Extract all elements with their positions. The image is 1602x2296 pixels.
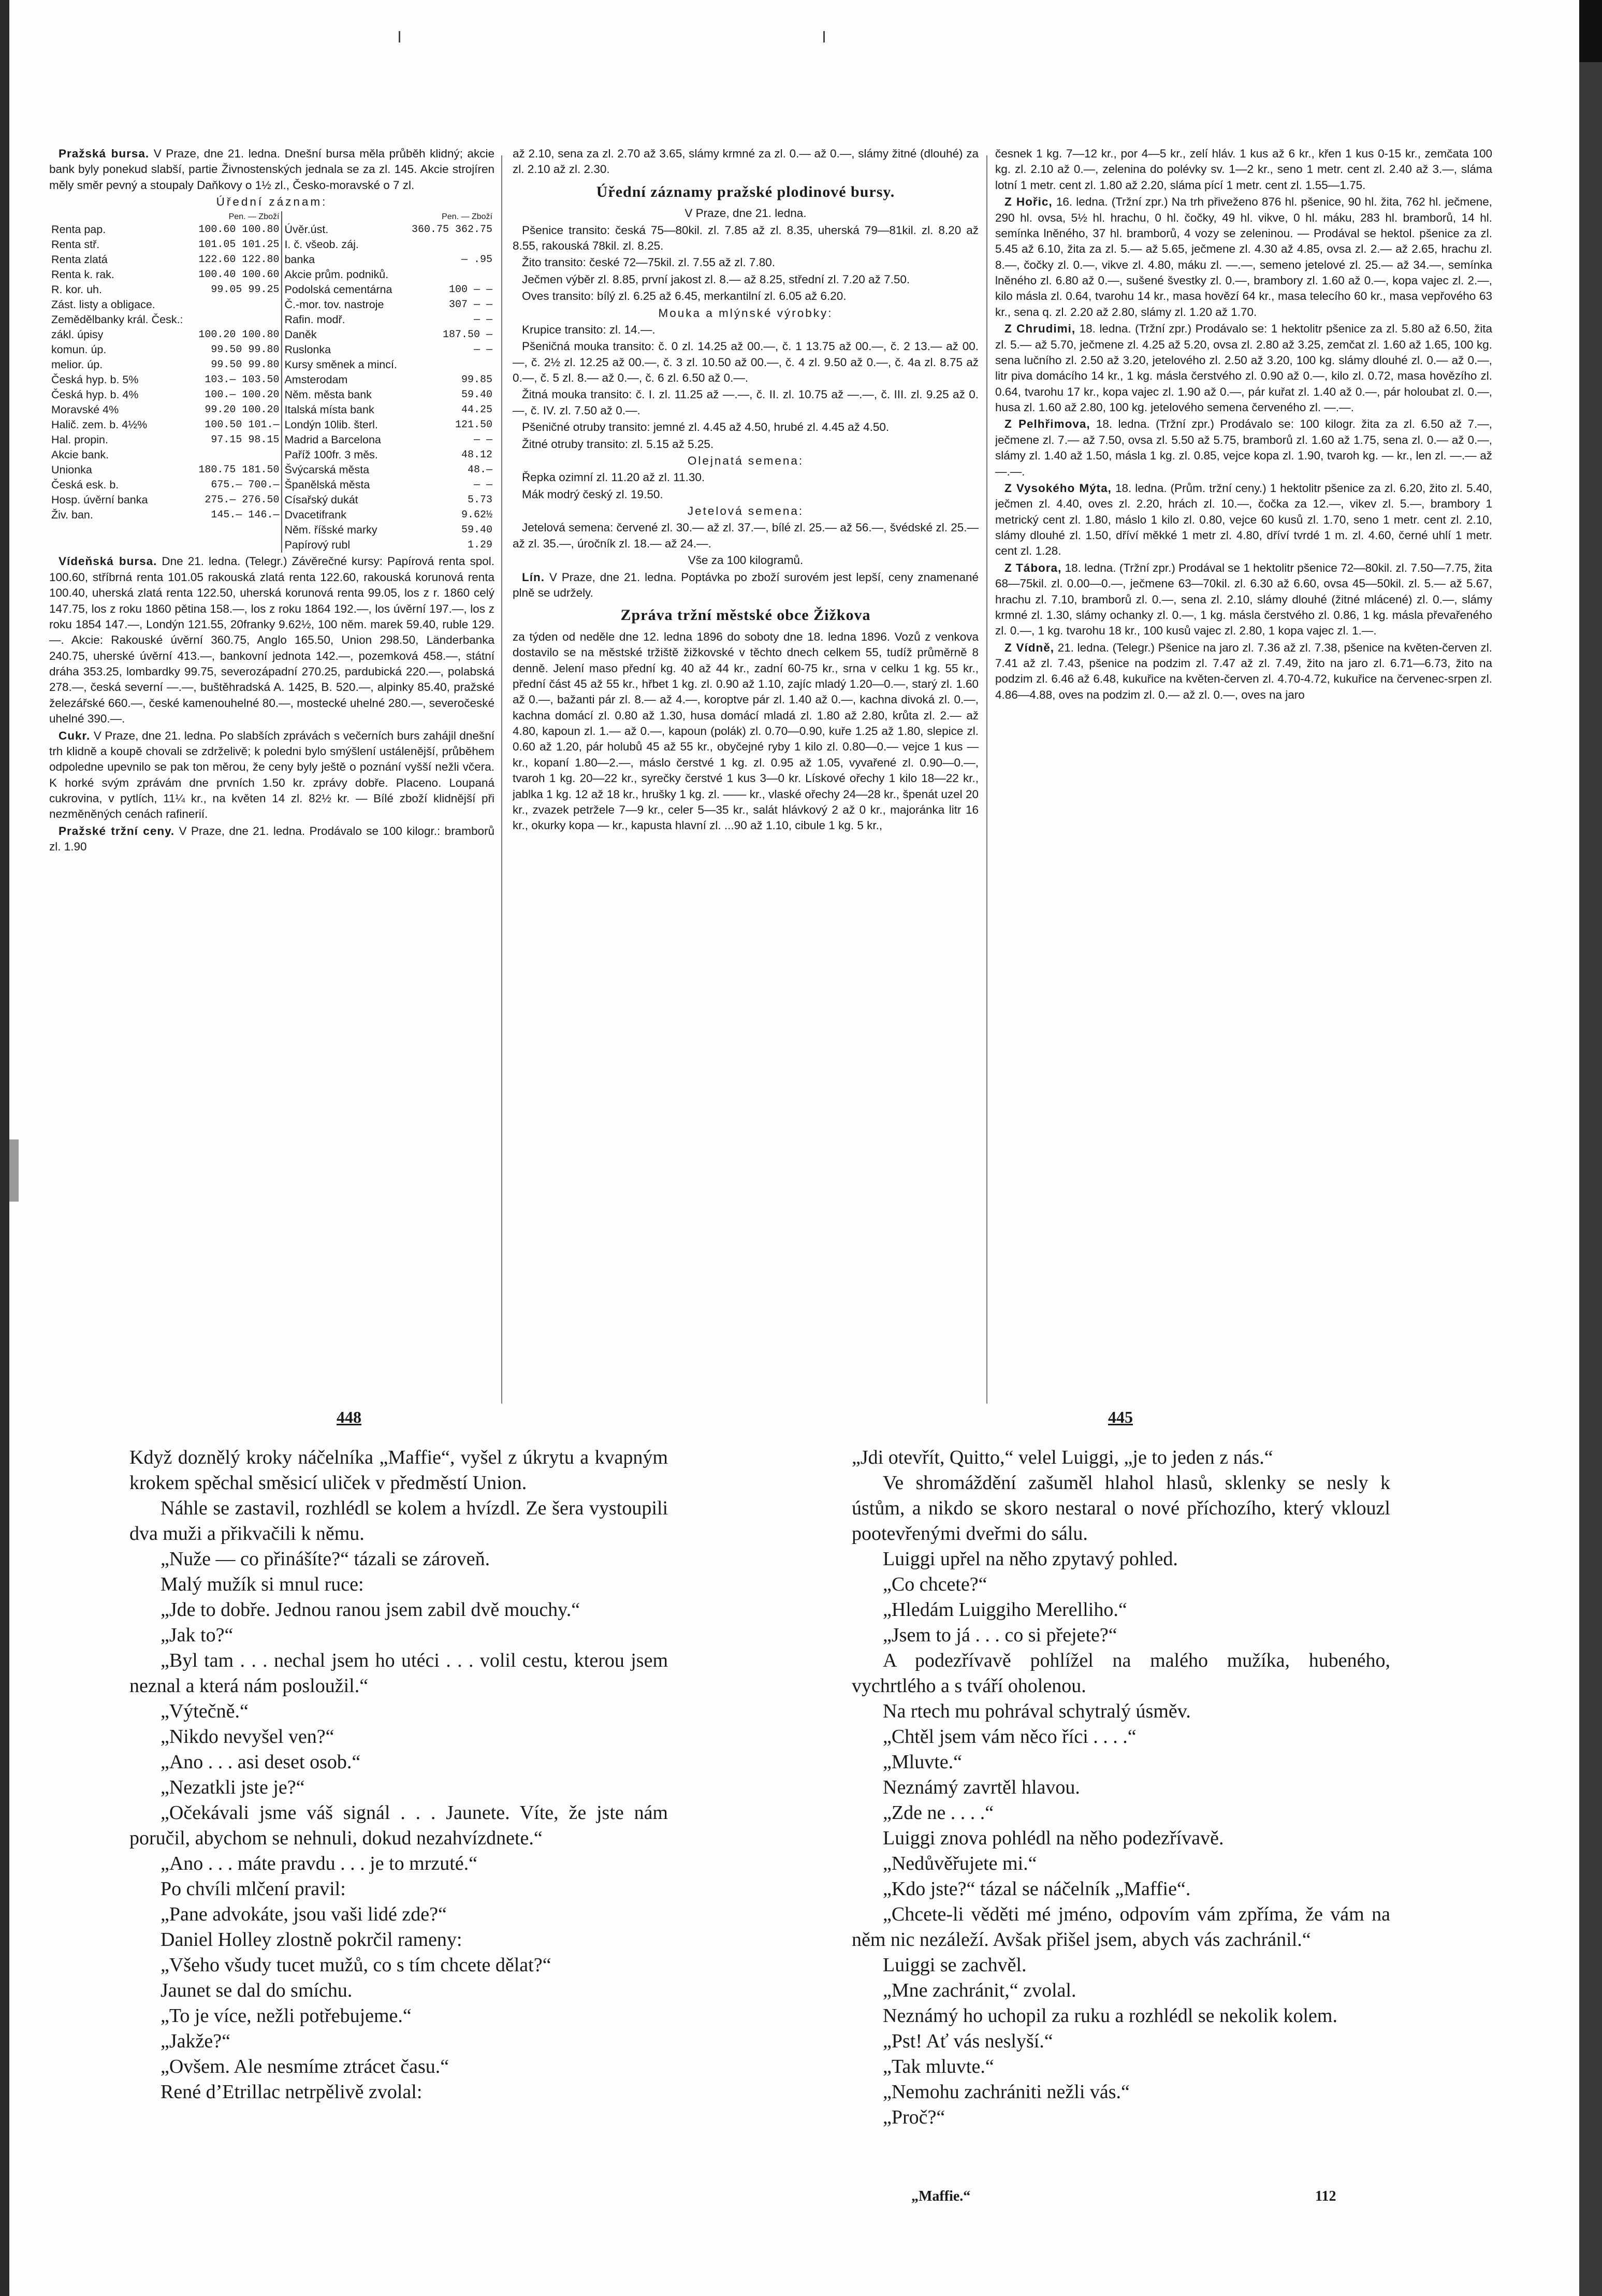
table-row [49, 267, 494, 282]
table-cell: 99.05 99.25 [211, 284, 280, 296]
paragraph: Pšenice transito: česká 75—80kil. zl. 7.85 až zl. 8.35, uherská 79—81kil. zl. 8.20 až 8.55, rakouská 78kil. zl. 8.25. [513, 223, 979, 252]
book-paragraph: „Jsem to já . . . co si přejete?“ [883, 1624, 1117, 1647]
table-cell: Španělská města [282, 478, 405, 493]
table-cell: 99.85 [461, 374, 492, 386]
table-cell [49, 538, 192, 553]
table-cell: Paříž 100fr. 3 měs. [282, 447, 405, 463]
table-row [49, 538, 494, 553]
table-row [49, 372, 494, 387]
table-cell: Madrid a Barcelona [282, 432, 405, 447]
table-cell: 48.— [467, 464, 492, 476]
book-paragraph: „Hledám Luiggiho Merelliho.“ [883, 1599, 1127, 1621]
table-cell: Renta k. rak. [51, 268, 114, 281]
book-paragraph: „Všeho všudy tucet mužů, co s tím chcete dělat?“ [161, 1954, 551, 1976]
table-cell: Úvěr.úst. [282, 222, 405, 237]
paragraph: Pšeničné otruby transito: jemné zl. 4.45 až 4.50, hrubé zl. 4.45 až 4.50. [522, 421, 890, 434]
book-paragraph: „To je více, nežli potřebujeme.“ [161, 2005, 412, 2027]
table-cell: 99.20 100.20 [205, 404, 280, 416]
table-cell: 145.— 146.— [211, 509, 280, 522]
book-paragraph: „Kdo jste?“ tázal se náčelník „Maffie“. [883, 1878, 1191, 1900]
table-cell [192, 538, 282, 553]
paragraph: Jetelová semena: červené zl. 30.— až zl. 37.—, bílé zl. 25.— až 56.—, švédské zl. 25.— až zl. 35.—, úročník zl. 18.— až 24.—. [513, 521, 979, 550]
section-heading: Pražská bursa. [59, 147, 150, 160]
table-cell: 307 — — [448, 299, 492, 311]
paragraph: Žitná mouka transito: č. I. zl. 11.25 až —.—, č. II. zl. 10.75 až —.—, č. III. zl. 9.25 až 0.—, č. IV. zl. 7.50 až 0.—. [513, 388, 979, 417]
book-paragraph: Po chvíli mlčení pravil: [161, 1878, 346, 1900]
paragraph: Pšeničná mouka transito: č. 0 zl. 14.25 až 00.—, č. 1 13.75 až 00.—, č. 2 13.— až 00.—, č. 2½ zl. 12.25 až 00.—, č. 3 zl. 10.50 až 00.—, č. 4 zl. 9.50 až 0.—, č. 4a zl. 8.75 až 0.—, č. 5 zl. 8.— až 0.—, č. 6 zl. 6.50 až 0.—. [513, 340, 979, 384]
table-cell: 360.75 362.75 [411, 224, 492, 236]
page-number-left: 448 [337, 1408, 361, 1426]
table-cell: Ruslonka [282, 342, 405, 357]
book-paragraph: „Mne zachránit,“ zvolal. [883, 1980, 1076, 2002]
paragraph: V Praze, dne 21. ledna. Prodávalo se 100 kilogr.: bramborů zl. 1.90 [49, 824, 494, 854]
table-cell: 99.50 99.80 [211, 359, 280, 371]
table-cell: Daněk [282, 327, 405, 342]
book-paragraph: „Zde ne . . . .“ [883, 1802, 994, 1824]
scan-smudge [9, 1139, 19, 1202]
table-cell [192, 297, 282, 312]
table-cell: Moravské 4% [51, 403, 119, 416]
book-page-left [129, 1445, 668, 2105]
paragraph: Vše za 100 kilogramů. [688, 554, 804, 567]
book-paragraph: „Nuže — co přinášíte?“ tázali se zároveň. [161, 1548, 490, 1570]
table-cell: 1.29 [467, 539, 492, 552]
table-row [49, 312, 494, 327]
section-heading: Z Hořic, [1004, 195, 1053, 209]
table-cell: Živ. ban. [51, 509, 93, 522]
section-title: Úřední záznamy pražské plodinové bursy. [596, 183, 895, 200]
book-paragraph: „Jdi otevřít, Quitto,“ velel Luiggi, „je to jeden z nás.“ [852, 1447, 1273, 1468]
paragraph: V Praze, dne 21. ledna. Poptávka po zboží surovém jest lepší, ceny znamenané plně se udržely. [513, 570, 979, 599]
scan-mark [823, 31, 825, 42]
section-heading: Lín. [522, 570, 545, 584]
table-cell [405, 357, 494, 372]
table-cell: — — [473, 479, 492, 492]
scan-corner-right [1579, 0, 1602, 62]
book-paragraph: Luiggi se zachvěl. [883, 1954, 1027, 1976]
table-row [49, 432, 494, 447]
table-row [49, 402, 494, 417]
table-row [49, 417, 494, 432]
table-cell: — .95 [461, 254, 492, 266]
book-paragraph: A podezřívavě pohlížel na malého mužíka, hubeného, vychrtlého a s tváří oholenou. [852, 1650, 1390, 1697]
table-cell: 59.40 [461, 389, 492, 401]
table-cell: Hal. propin. [51, 434, 108, 446]
table-row [49, 222, 494, 237]
table-row [49, 508, 494, 523]
table-cell: Papírový rubl [282, 538, 405, 553]
book-paragraph: Luiggi znova pohlédl na něho podezřívavě. [883, 1827, 1224, 1850]
table-cell: Č.-mor. tov. nastroje [282, 297, 405, 312]
table-cell: 59.40 [461, 524, 492, 537]
book-paragraph: Daniel Holley zlostně pokrčil rameny: [161, 1929, 462, 1951]
book-paragraph: Ve shromáždění zašuměl hlahol hlasů, sklenky se nesly k ústům, a nikdo se skoro nestaral o nové příchozího, který vklouzl pootevřenými dveřmi do sálu. [852, 1472, 1390, 1545]
paragraph: Krupice transito: zl. 14.—. [522, 323, 656, 336]
table-cell: 9.62½ [461, 509, 492, 522]
book-paragraph: Na rtech mu pohrával schytralý úsměv. [883, 1700, 1191, 1723]
table-cell: Něm. města bank [282, 387, 405, 402]
news-column-3 [995, 146, 1492, 1405]
paragraph: 18. ledna. (Tržní zpr.) Prodávalo se: 1 hektolitr pšenice za zl. 5.80 až 6.50, žita zl. 5.— až 5.70, ječmene zl. 4.25 až 5.20, ovsa zl. 2.80 až 3.25, zemčat zl. 1.60 až 1.65, 100 kg. sena lučního zl. 2.50 až 3.20, jetelového zl. 2.50 až 3.20, 100 kg. slámy dlouhé zl. 0.— až 0.—, litr piva domácího 14 kr., 1 kg. másla čerstvého zl. 0.90 až 0.—, kilo zl. 0.72, masa hovězího zl. 0.64, tvarohu 17 kr., kopa vajec zl. 1.90 až 0.—, pár kuřat zl. 1.40 až 0.—, pár holoubat zl. 0.—, husa zl. 1.60 až 2.80, 100 kg. jetelového semena červeného zl. —.—. [995, 322, 1492, 414]
news-column-1 [49, 146, 494, 1405]
section-heading: Vídeňská bursa. [59, 555, 157, 568]
table-colhead: Pen. — Zboží [442, 212, 492, 221]
table-cell: 5.73 [467, 494, 492, 507]
table-cell: 100.20 100.80 [198, 329, 280, 341]
table-cell: Akcie prům. podniků. [282, 267, 405, 282]
table-cell: 100.40 100.60 [198, 269, 280, 281]
table-cell: Halič. zem. b. 4½% [51, 418, 148, 431]
book-paragraph: „Pst! Ať vás neslyší.“ [883, 2030, 1053, 2053]
subheading: Olejnatá semena: [687, 454, 804, 467]
table-cell: 180.75 181.50 [198, 464, 280, 476]
table-cell [192, 523, 282, 538]
scan-edge-left [0, 0, 9, 2296]
table-cell: Císařský dukát [282, 493, 405, 508]
table-cell: Akcie bank. [51, 449, 109, 461]
page-number-right: 445 [1108, 1408, 1133, 1426]
table-row [49, 252, 494, 267]
section-title: Zpráva tržní městské obce Žižkova [620, 607, 871, 624]
book-paragraph: „Nikdo nevyšel ven?“ [161, 1726, 334, 1748]
table-cell: Podolská cementárna [282, 282, 405, 297]
table-cell: Renta pap. [51, 223, 106, 236]
table-row [49, 357, 494, 372]
table-cell [192, 312, 282, 327]
table-cell: Unionka [51, 464, 92, 476]
table-row [49, 282, 494, 297]
book-paragraph: „Nedůvěřujete mi.“ [883, 1853, 1037, 1875]
paragraph: 18. ledna. (Prům. tržní ceny.) 1 hektolitr pšenice za zl. 6.20, žito zl. 5.40, ječmen zl. 4.40, oves zl. 2.20, hrách zl. 10.—, čočka za 12.—, vikev zl. 5.—, brambory 1 metrický cent zl. 1.80, máslo 1 kilo zl. 0.80, vejce 60 kusů zl. 1.70, seno 1 metr. cent zl. 2.10, slámy dlouhé zl. 1.50, dříví měkké 1 metr zl. 4.80, dříví tvrdé 1 m. zl. 4.60, černé uhlí 1 metr. cent zl. 1.28. [995, 481, 1492, 558]
table-cell: Zemědělbanky král. Česk.: [51, 313, 183, 326]
table-cell: Česká hyp. b. 5% [51, 373, 139, 386]
paragraph: 21. ledna. (Telegr.) Pšenice na jaro zl. 7.36 až zl. 7.38, pšenice na květen-červen zl. 7.41 až zl. 7.43, pšenice na podzim zl. 7.47 až zl. 7.49, žito na jaro zl. 6.71—6.73, žito na podzim zl. 6.46 až 6.48, kukuřice na květen-červen zl. 4.70-4.72, kukuřice na červenec-srpen zl. 4.86—4.88, oves na podzim zl. 0.— až zl. 0.—, oves na jaro [995, 641, 1492, 701]
section-heading: Z Pelhřimova, [1004, 417, 1090, 431]
table-cell: komun. úp. [51, 343, 107, 356]
table-row [49, 342, 494, 357]
table-cell: I. č. všeob. záj. [282, 237, 405, 252]
paragraph: až 2.10, sena za zl. 2.70 až 3.65, slámy krmné za zl. 0.— až 0.—, slámy žitné (dlouhé) za zl. 2.10 až zl. 2.30. [513, 147, 979, 176]
table-cell [405, 237, 494, 252]
table-cell: — — [473, 314, 492, 326]
table-cell: Švýcarská města [282, 463, 405, 478]
section-heading: Z Vysokého Mýta, [1004, 481, 1112, 495]
table-cell: 122.60 122.80 [198, 254, 280, 266]
table-cell: Rafin. modř. [282, 312, 405, 327]
book-paragraph: „Jakže?“ [161, 2030, 230, 2053]
book-paragraph: „Jak to?“ [161, 1624, 234, 1647]
table-row [49, 493, 494, 508]
table-cell: Italská místa bank [282, 402, 405, 417]
subheading: Mouka a mlýnské výrobky: [658, 306, 833, 320]
column-rule [501, 155, 502, 1404]
book-paragraph: „Ano . . . asi deset osob.“ [161, 1751, 361, 1773]
table-row [49, 463, 494, 478]
table-cell: banka [282, 252, 405, 267]
book-paragraph: Jaunet se dal do smíchu. [161, 1980, 353, 2002]
paragraph: V Praze, dne 21. ledna. Dnešní bursa měla průběh klidný; akcie bank byly ponekud slabší, partie Živnostenských jednala se za zl. 145. Akcie strojíren měly směr pevný a stoupaly Daňkovy o 1½ zl., Česko-moravské o 7 zl. [49, 147, 494, 192]
table-cell [49, 523, 192, 538]
table-cell: 100.50 101.— [205, 419, 280, 431]
table-cell: 44.25 [461, 404, 492, 416]
book-paragraph: Náhle se zastavil, rozhlédl se kolem a hvízdl. Ze šera vystoupili dva muži a přikvačili k němu. [129, 1497, 668, 1545]
table-row [49, 447, 494, 463]
subheading: Úřední záznam: [216, 195, 328, 209]
book-paragraph: „Co chcete?“ [883, 1573, 987, 1596]
table-cell: Renta stř. [51, 238, 100, 251]
book-paragraph: „Chtěl jsem vám něco říci . . . .“ [883, 1726, 1137, 1748]
table-cell: 99.50 99.80 [211, 344, 280, 356]
table-cell: Renta zlatá [51, 253, 108, 266]
table-cell: Kursy směnek a mincí. [282, 357, 405, 372]
table-cell [405, 267, 494, 282]
paragraph: Mák modrý český zl. 19.50. [522, 487, 663, 501]
table-cell: 97.15 98.15 [211, 434, 280, 446]
table-cell: — — [473, 344, 492, 356]
table-row [49, 478, 494, 493]
book-paragraph: „Pane advokáte, jsou vaši lidé zde?“ [161, 1903, 447, 1926]
paragraph: 18. ledna. (Tržní zpr.) Prodávalo se: 100 kilogr. žita za zl. 6.50 až 7.—, ječmene zl. 7.— až 7.50, ovsa zl. 5.50 až 5.75, bramborů zl. 1.60 až 1.75, sena zl. 0.— až 0.—, slámy zl. 1.40 až 1.50, másla 1 kg. zl. 0.85, vejce kopa zl. 1.90, tvaroh kg. — kr., len zl. —.— až —.—. [995, 417, 1492, 478]
signature-mark: „Maffie.“ [911, 2188, 971, 2204]
book-paragraph: „Očekávali jsme váš signál . . . Jaunete. Víte, že jste nám poručil, abychom se nehnuli, dokud nezahvízdnete.“ [129, 1802, 668, 1850]
scan-edge-right [1579, 0, 1602, 2296]
table-row [49, 387, 494, 402]
book-paragraph: René d’Etrillac netrpělivě zvolal: [161, 2081, 423, 2103]
table-cell: Amsterodam [282, 372, 405, 387]
book-paragraph: „Proč?“ [883, 2106, 945, 2129]
paragraph: Žitné otruby transito: zl. 5.15 až 5.25. [522, 437, 714, 451]
subheading: V Praze, dne 21. ledna. [685, 207, 807, 220]
table-cell: 103.— 103.50 [205, 374, 280, 386]
paragraph: Řepka ozimní zl. 11.20 až zl. 11.30. [522, 471, 705, 484]
table-row [49, 523, 494, 538]
table-cell: R. kor. uh. [51, 283, 102, 296]
table-cell: 48.12 [461, 449, 492, 461]
column-rule [986, 155, 987, 1404]
table-cell: Zást. listy a obligace. [51, 298, 155, 311]
table-cell: 100 — — [448, 284, 492, 296]
section-heading: Z Tábora, [1004, 561, 1062, 574]
book-paragraph: „Mluvte.“ [883, 1751, 963, 1773]
section-heading: Pražské tržní ceny. [59, 824, 175, 837]
paragraph: 16. ledna. (Tržní zpr.) Na trh přiveženo 876 hl. pšenice, 90 hl. žita, 762 hl. ječmene, 290 hl. ovsa, 5½ hl. hrachu, 0 hl. čočky, 49 hl. vikve, 0 hl. máku, 283 hl. bramborů, 14 hl. semínka lněného, 37 hl. bramborů, 4 vozy se zeleninou. — Prodával se hektol. pšenice za zl. 5.45 až 6.10, žita za zl. 5.— až 5.65, ječmene zl. 4.30 až 4.85, ovsa zl. 2.— až 2.65, hrachu zl. 8.—, čočky zl. 0.—, vikve zl. 4.80, máku zl. —.—, semeno jetelové zl. 25.— až 34.—, semínka lněného zl. 6.80 až 0.—, sušené švestky zl. 0.—, brambory zl. 1.60 až 0.—, kopa vajec zl. 2.—, kilo másla zl. 0.64, tvarohu 14 kr., masa hovězí 64 kr., masa telecího 60 kr., masa vepřového 63 kr., sena q. zl. 2.20 až 2.80, slámy zl. 1.20 až 1.70. [995, 195, 1492, 319]
book-paragraph: „Chcete-li věděti mé jméno, odpovím vám zpříma, že vám na něm nic nezáleží. Avšak přišel jsem, abych vás zachránil.“ [852, 1903, 1390, 1951]
paragraph: Ječmen výběr zl. 8.85, první jakost zl. 8.— až 8.25, střední zl. 7.20 až 7.50. [522, 272, 910, 286]
book-paragraph: „Výtečně.“ [161, 1700, 249, 1723]
exchange-table [49, 211, 494, 553]
book-paragraph: „Jde to dobře. Jednou ranou jsem zabil dvě mouchy.“ [161, 1599, 580, 1621]
book-paragraph: „Byl tam . . . nechal jsem ho utéci . . . volil cestu, kterou jsem neznal a která nám posloužil.“ [129, 1650, 668, 1697]
table-cell: 121.50 [455, 419, 492, 431]
paragraph: Oves transito: bílý zl. 6.25 až 6.45, merkantilní zl. 6.05 až 6.20. [522, 290, 847, 303]
paragraph: Žito transito: české 72—75kil. zl. 7.55 až zl. 7.80. [522, 256, 775, 269]
table-head-row [49, 211, 494, 223]
book-page-right [852, 1445, 1390, 2130]
book-paragraph: „Ano . . . máte pravdu . . . je to mrzuté.“ [161, 1853, 478, 1875]
table-cell: Česká esk. b. [51, 479, 119, 492]
scan-mark [399, 31, 400, 42]
table-cell: Dvacetifrank [282, 508, 405, 523]
paragraph: za týden od neděle dne 12. ledna 1896 do soboty dne 18. ledna 1896. Vozů z venkova dostavilo se na městské tržiště žižkovské v těchto dnech celkem 55, tudíž průměrně 8 denně. Jelení maso přední kg. 40 až 44 kr., zadní 60-75 kr., srna v celku 1 kg. 55 kr., přední část 45 až 55 kr., hřbet 1 kg. zl. 0.90 až 1.10, zajíc mladý 1.20—0.—, starý zl. 1.60 až 0.—, bažanti pár zl. 8.— až 4.—, koroptve pár zl. 1.40 až 0.—, kachna divoká zl. 0.—, kachna domácí zl. 0.80 až 1.30, husa domácí mladá zl. 1.80 až 2.80, krůta zl. 2.— až 4.80, kapoun zl. 1.— až 0.—, kapoun (polák) zl. 0.70—0.90, kuře 1.25 až 1.80, slepice zl. 0.60 až 1.20, pár holubů 45 až 55 kr., obyčejné ryby 1 kilo zl. 0.80—0.— vejce 1 kus — kr., kopaní 1.80—2.—, máslo čerstvé 1 kg. zl. 0.95 až 1.05, vyvařené zl. 0.90—0.—, tvaroh 1 kg. 20—22 kr., syrečky čerstvé 1 kus 3—0 kr. Lískové ořechy 1 kilo 18—22 kr., jablka 1 kg. 12 až 18 kr., hrušky 1 kg. zl. —— kr., vlaské ořechy 24—28 kr., špenát uzel 20 kr., zvazek petržele 7—9 kr., celer 5—35 kr., salát hlávkový 2 až 0 kr., majoránka litr 16 kr., okurky kopa — kr., kapusta hlavní zl. ...90 až 1.10, cibule 1 kg. 5 kr., [513, 630, 979, 832]
book-paragraph: „Ovšem. Ale nesmíme ztrácet času.“ [161, 2056, 449, 2078]
table-cell: Londýn 10lib. šterl. [282, 417, 405, 432]
paragraph: Dne 21. ledna. (Telegr.) Závěrečné kursy: Papírová renta spol. 100.60, stříbrná renta 101.05 rakouská zlatá renta 122.60, rakouská korunová renta 100.40, uherská zlatá renta 122.50, uherská korunová renta 99.05, los z r. 1860 celý 147.75, los z roku 1860 pětina 158.—, los z roku 1864 192.—, los úvěrní 197.—, los z roku 1854 147.—, Londýn 121.55, 20franky 9.62½, 100 něm. marek 59.40, ruble 129.—. Akcie: Rakouské úvěrní 360.75, Anglo 165.50, Union 298.50, Länderbanka 240.75, uherské úvěrní 413.—, bankovní jednota 142.—, pozemková 458.—, státní dráha 353.25, lombardky 99.75, severozápadní 270.25, pardubická 220.—, polabská 278.—, česká severní —.—, buštěhradská A. 1425, B. 520.—, alpinky 85.40, pražské železářské 660.—, české kamenouhelné 80.—, mostecké uhelné 280.—, severočeské uhelné 390.—. [49, 555, 494, 726]
table-cell: Hosp. úvěrní banka [51, 494, 148, 507]
sheet-number: 112 [1315, 2188, 1336, 2204]
table-cell: 101.05 101.25 [198, 239, 280, 251]
table-cell [192, 447, 282, 463]
book-paragraph: Luiggi upřel na něho zpytavý pohled. [883, 1548, 1178, 1570]
table-cell: 100.60 100.80 [198, 224, 280, 236]
section-heading: Cukr. [59, 729, 91, 742]
book-paragraph: Neznámý zavrtěl hlavou. [883, 1777, 1080, 1799]
table-row [49, 237, 494, 252]
table-row [49, 327, 494, 342]
table-cell: 275.— 276.50 [205, 494, 280, 507]
table-cell: 675.— 700.— [211, 479, 280, 492]
paragraph: V Praze, dne 21. ledna. Po slabších zprávách s večerních burs zahájil dnešní trh klidně a koupě chovali se zdrželivě; k poledni bylo smýšlení ustálenější, průběhem odpoledne upevnilo se pak ton měrou, že ceny byly ještě o poznání vyšší nežli včera. K horké svým zprávám dne prvních 1.50 kr. zprávy dobře. Placeno. Loupaná cukrovina, v pytlích, 11¼ kr., na květen 14 zl. 82½ kr. — Bílé zboží klidnější při nezměněných cenách rafinerií. [49, 729, 494, 821]
section-heading: Z Chrudimi, [1004, 322, 1076, 336]
book-paragraph: Malý mužík si mnul ruce: [161, 1573, 364, 1596]
book-paragraph: Když doznělý kroky náčelníka „Maffie“, vyšel z úkrytu a kvapným krokem spěchal směsicí uliček v předměstí Union. [129, 1447, 668, 1494]
table-colhead: Pen. — Zboží [228, 212, 280, 221]
book-paragraph: Neznámý ho uchopil za ruku a rozhlédl se nekolik kolem. [883, 2005, 1337, 2027]
table-cell: 100.— 100.20 [205, 389, 280, 401]
table-row [49, 297, 494, 312]
table-cell: — — [473, 434, 492, 446]
table-cell: melior. úp. [51, 358, 103, 371]
table-cell: zákl. úpisy [51, 328, 104, 341]
table-cell: Něm. říšské marky [282, 523, 405, 538]
subheading: Jetelová semena: [687, 504, 804, 517]
table-cell: Česká hyp. b. 4% [51, 388, 139, 401]
paragraph: česnek 1 kg. 7—12 kr., por 4—5 kr., zelí hláv. 1 kus až 6 kr., křen 1 kus 0-15 kr., zemčata 100 kg. zl. 2.10 až 0.—, zelenina do polévky sv. 1—2 kr., seno 1 metr. cent zl. 2.40 až 3.—, sláma lotní 1 metr. cent zl. 1.80 až 2.20, sláma pící 1 metr. cent zl. 1.55—1.75. [995, 147, 1492, 192]
table-cell: 187.50 — [442, 329, 492, 341]
paragraph: 18. ledna. (Tržní zpr.) Prodával se 1 hektolitr pšenice 72—80kil. zl. 7.50—7.75, žita 68—75kil. zl. 0.00—0.—, ječmene 63—70kil. zl. 6.30 až 6.60, ovsa 45—50kil. zl. 5.— až 5.67, hrachu zl. 7.10, bramborů zl. 0.—, sena zl. 2.10, slámy dlouhé (žitné mlácené) zl. 0.—, slámy krmné zl. 1.30, slámy ochanky zl. 0.—, 1 kg. másla čerstvého zl. 0.86, 1 kg. másla převařeného zl. 0.—, 1 kg. tvarohu 18 kr., 100 kusů vajec zl. 2.80, 1 kopa vajec zl. 1.—. [995, 561, 1492, 638]
section-heading: Z Vídně, [1004, 641, 1054, 654]
news-column-2 [513, 146, 979, 1405]
book-paragraph: „Tak mluvte.“ [883, 2056, 994, 2078]
book-paragraph: „Nemohu zachrániti nežli vás.“ [883, 2081, 1130, 2103]
book-paragraph: „Nezatkli jste je?“ [161, 1777, 305, 1799]
